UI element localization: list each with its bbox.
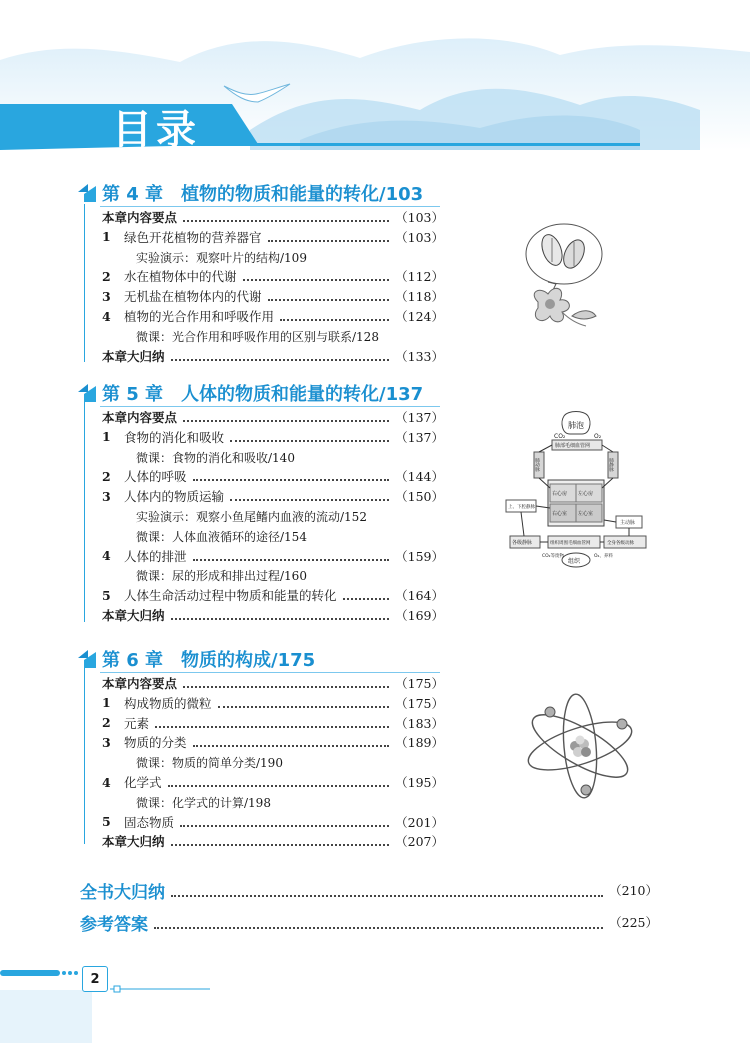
toc-subentry[interactable]: 微课：化学式的计算/198 [136, 795, 271, 810]
entry-page: （189） [395, 735, 444, 751]
chapter-title: 第 5 章 人体的物质和能量的转化/137 [102, 384, 424, 405]
entry-label: 食物的消化和吸收 [124, 429, 225, 445]
chapter-icon [76, 648, 98, 670]
chapter-icon [76, 182, 98, 204]
o2-top-label: O₂ [594, 433, 602, 440]
leader-dots [280, 311, 389, 321]
toc-subentry[interactable]: 微课：光合作用和呼吸作用的区别与联系/128 [136, 329, 379, 344]
pulmonary-artery-label: 肺动脉 [534, 458, 540, 472]
toc-subentry[interactable]: 实验演示：观察小鱼尾鳍内血液的流动/152 [136, 510, 367, 524]
toc-entry-row[interactable] [102, 586, 444, 604]
leader-dots [243, 271, 390, 281]
entry-page: （137） [395, 429, 444, 445]
entry-label: 绿色开花植物的营养器官 [124, 229, 262, 245]
entry-label: 化学式 [124, 775, 162, 790]
chapter-underline [100, 672, 440, 673]
entry-page: （137） [395, 410, 444, 425]
toc-entry-row[interactable] [102, 267, 444, 285]
leader-dots [268, 291, 390, 301]
entry-number: 3 [102, 288, 111, 304]
leader-dots [193, 737, 390, 747]
toc-section-row[interactable] [102, 347, 444, 365]
page-title: 目录 [112, 107, 200, 153]
chapter-title: 第 6 章 物质的构成/175 [102, 650, 316, 671]
entry-label: 水在植物体中的代谢 [124, 269, 237, 285]
leader-dots [171, 836, 390, 846]
entry-number: 4 [102, 308, 111, 324]
entry-page: （103） [395, 229, 444, 245]
entry-page: （133） [395, 348, 444, 364]
leader-dots [155, 718, 389, 728]
right-atrium-label: 右心房 [552, 491, 568, 497]
toc-entry-row[interactable] [102, 773, 444, 791]
toc-subentry[interactable]: 微课：尿的形成和排出过程/160 [136, 569, 307, 584]
toc-section-row[interactable] [102, 674, 444, 692]
entry-label: 无机盐在植物体内的代谢 [124, 289, 262, 305]
chapter-6-guide [84, 668, 85, 844]
entry-label: 构成物质的微粒 [124, 695, 212, 711]
toc-entry-row[interactable] [102, 694, 444, 712]
co2-top-label: CO₂ [554, 433, 566, 440]
toc-entry-row[interactable] [102, 228, 444, 246]
toc-entry-row[interactable] [102, 714, 444, 732]
chapter-underline [100, 206, 440, 207]
entry-label: 人体生命活动过程中物质和能量的转化 [124, 588, 337, 604]
entry-label: 本章内容要点 [102, 410, 178, 425]
toc-entry-row[interactable] [102, 467, 444, 485]
leader-dots [171, 351, 390, 361]
entry-page: （150） [395, 489, 444, 505]
toc-entry-row[interactable] [102, 733, 444, 751]
leader-dots [180, 817, 389, 827]
entry-label: 人体内的物质运输 [124, 489, 225, 505]
entry-number: 5 [102, 587, 111, 603]
page-number: 2 [82, 966, 108, 992]
entry-number: 3 [102, 734, 111, 750]
leader-dots [343, 590, 390, 600]
entry-label: 物质的分类 [124, 735, 187, 751]
toc-section-row[interactable] [102, 832, 444, 850]
atom-illustration [520, 690, 640, 800]
entry-label: 固态物质 [124, 814, 175, 830]
body-capillary-label: 组织周围毛细血管网 [550, 541, 591, 546]
entry-page: （118） [395, 289, 444, 305]
leader-dots [183, 678, 389, 688]
entry-number: 2 [102, 715, 111, 731]
body-vein-label: 各级静脉 [512, 540, 533, 546]
entry-label: 人体的呼吸 [124, 469, 187, 485]
footer-decoration [0, 960, 230, 1043]
entry-page: （103） [395, 210, 444, 225]
chapter-6-heading[interactable] [76, 646, 315, 672]
chapter-icon [76, 382, 98, 404]
entry-page: （169） [395, 608, 444, 623]
chapter-title: 第 4 章 植物的物质和能量的转化/103 [102, 184, 424, 205]
left-ventricle-label: 左心室 [578, 511, 594, 517]
entry-page: （144） [395, 469, 444, 485]
waste-label: CO₂等废物 [542, 554, 564, 559]
toc-subentry[interactable]: 微课：人体血液循环的途径/154 [136, 529, 307, 544]
toc-subentry[interactable]: 微课：食物的消化和吸收/140 [136, 450, 295, 465]
chapter-5-guide [84, 402, 85, 622]
entry-page: （201） [395, 814, 444, 830]
leader-dots [183, 412, 389, 422]
toc-entry-row[interactable] [102, 428, 444, 446]
leader-dots [268, 232, 390, 242]
entry-page: （175） [395, 695, 444, 711]
entry-label: 本章大归纳 [102, 608, 165, 623]
toc-entry-row[interactable] [102, 547, 444, 565]
entry-number: 5 [102, 814, 111, 830]
lung-capillary-label: 肺部毛细血管网 [555, 443, 591, 449]
toc-section-row[interactable] [102, 606, 444, 624]
toc-section-row[interactable] [102, 208, 444, 226]
leader-dots [171, 610, 390, 620]
chapter-underline [100, 406, 440, 407]
entry-page: （112） [395, 269, 444, 285]
entry-label: 本章大归纳 [102, 348, 165, 364]
entry-page: （195） [395, 775, 444, 790]
aorta-label: 主动脉 [620, 520, 636, 526]
circulation-diagram [504, 408, 650, 576]
body-artery-label: 全身各级动脉 [607, 541, 634, 546]
entry-label: 本章内容要点 [102, 676, 178, 691]
entry-page: （159） [395, 548, 444, 564]
alveolus-label: 肺泡 [568, 421, 584, 430]
leader-dots [230, 432, 389, 442]
entry-number: 1 [102, 695, 111, 711]
toc-entry-row[interactable] [102, 813, 444, 831]
entry-page: （175） [395, 676, 444, 691]
chapter-4-heading[interactable] [76, 180, 423, 206]
leader-dots [230, 491, 389, 501]
left-atrium-label: 左心房 [578, 491, 594, 497]
chapter-4-guide [84, 204, 85, 362]
entry-label: 本章内容要点 [102, 210, 178, 225]
toc-subentry[interactable]: 微课：物质的简单分类/190 [136, 756, 283, 771]
toc-answers-row[interactable]: 参考答案 （225） [80, 914, 658, 935]
toc-entry-row[interactable] [102, 307, 444, 325]
entry-page: （164） [395, 588, 444, 604]
leader-dots [218, 698, 390, 708]
entry-number: 3 [102, 488, 111, 504]
entry-label: 植物的光合作用和呼吸作用 [124, 309, 275, 324]
entry-label: 人体的排泄 [124, 548, 187, 564]
leader-dots [168, 777, 390, 787]
leader-dots [193, 551, 390, 561]
entry-number: 1 [102, 429, 111, 445]
toc-subentry[interactable]: 实验演示：观察叶片的结构/109 [136, 250, 307, 265]
entry-page: （124） [395, 309, 444, 324]
vena-cava-label: 上、下腔静脉 [508, 505, 535, 510]
chapter-5-heading[interactable] [76, 380, 423, 406]
entry-number: 2 [102, 268, 111, 284]
toc-summary-row[interactable]: 全书大归纳 （210） [80, 882, 658, 903]
entry-number: 4 [102, 548, 111, 564]
entry-number: 2 [102, 468, 111, 484]
leader-dots [183, 212, 389, 222]
entry-page: （183） [395, 715, 444, 731]
pulmonary-vein-label: 肺静脉 [608, 458, 614, 472]
toc-section-row[interactable] [102, 408, 444, 426]
toc-entry-row[interactable] [102, 487, 444, 505]
entry-number: 4 [102, 774, 111, 790]
plant-illustration [508, 220, 608, 330]
entry-number: 1 [102, 229, 111, 245]
tissue-label: 组织 [568, 558, 581, 565]
entry-page: （207） [395, 834, 444, 850]
toc-entry-row[interactable] [102, 287, 444, 305]
nutrient-label: O₂、养料 [594, 554, 613, 559]
right-ventricle-label: 右心室 [552, 511, 568, 517]
entry-label: 元素 [124, 715, 150, 731]
leader-dots [193, 471, 390, 481]
entry-label: 本章大归纳 [102, 834, 165, 850]
